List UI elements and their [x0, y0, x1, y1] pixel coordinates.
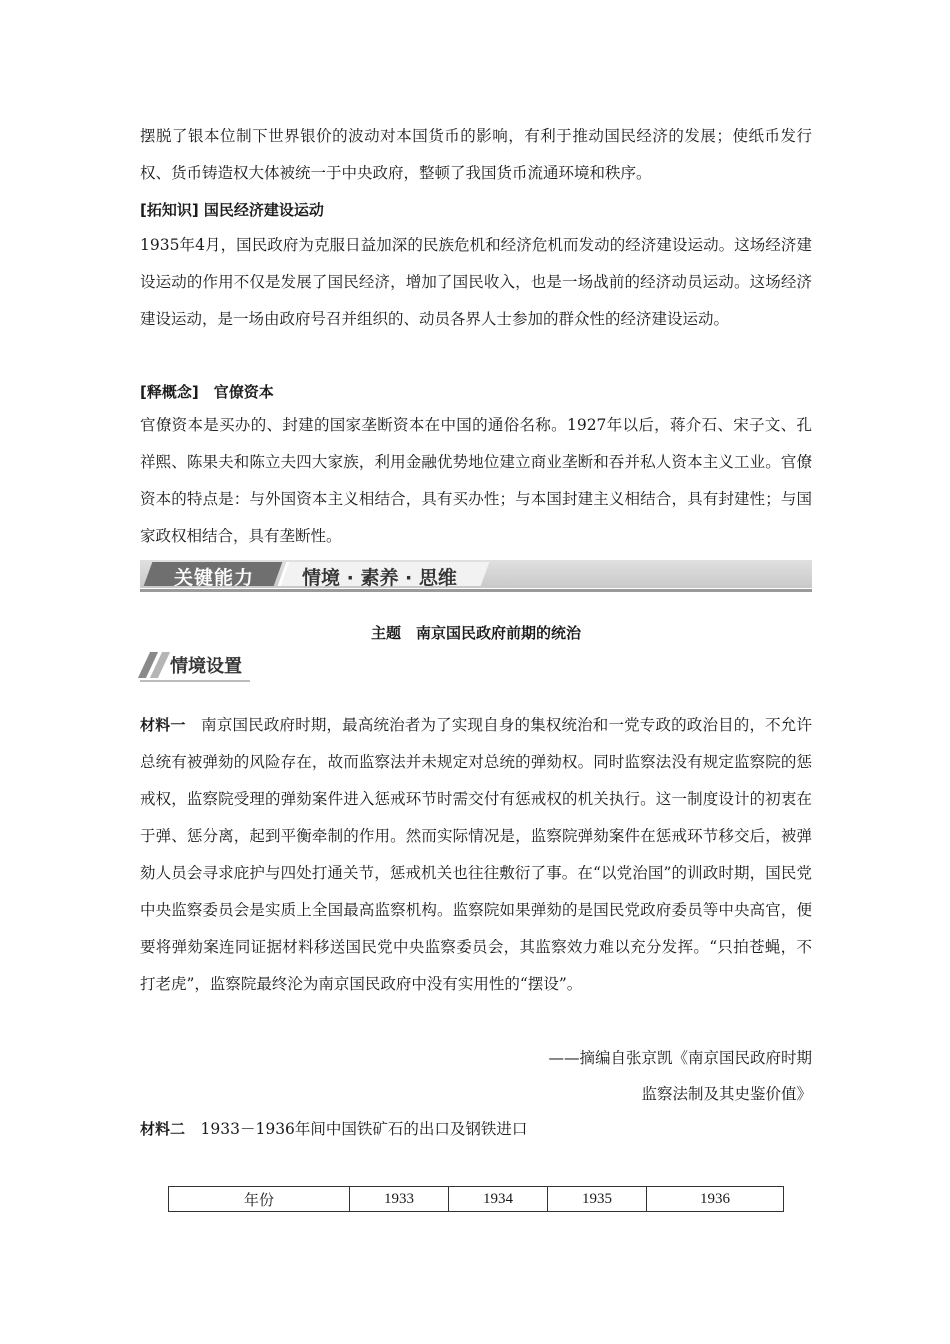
- table-header-cell: 1933: [350, 1187, 449, 1212]
- paragraph-currency-reform: 摆脱了银本位制下世界银价的波动对本国货币的影响，有利于推动国民经济的发展；使纸币发行权、货币铸造权大体被统一于中央政府，整顿了我国货币流通环境和秩序。: [140, 127, 812, 182]
- heading-expand-knowledge: [拓知识] 国民经济建设运动: [140, 201, 324, 219]
- table-header-row: [169, 1187, 784, 1212]
- material-one-source-line2: 监察法制及其史鉴价值》: [641, 1085, 812, 1103]
- topic-title: 主题 南京国民政府前期的统治: [370, 624, 581, 642]
- table-header-cell: 1936: [647, 1187, 784, 1212]
- material-one: [140, 707, 812, 1003]
- table-header-cell: 1934: [449, 1187, 548, 1212]
- material-one-label: 材料一: [140, 716, 186, 734]
- scenario-tag: [140, 650, 260, 682]
- material-two: [140, 1111, 812, 1148]
- paragraph-bureaucratic-capital: 官僚资本是买办的、封建的国家垄断资本在中国的通俗名称。1927年以后，蒋介石、宋子文、孔祥熙、陈果夫和陈立夫四大家族，利用金融优势地位建立商业垄断和吞并私人资本主义工业。官僚资本的特点是：与外国资本主义相结合，具有买办性；与本国封建主义相结合，具有封建性；与国家政权相结合，具有垄断性。: [140, 416, 812, 545]
- material-two-label: 材料二: [140, 1120, 186, 1138]
- banner-key-ability: 关键能力: [174, 567, 255, 589]
- table-header-cell: 1935: [548, 1187, 647, 1212]
- material-one-text: 南京国民政府时期，最高统治者为了实现自身的集权统治和一党专政的政治目的，不允许总统有被弹劾的风险存在，故而监察法并未规定对总统的弹劾权。同时监察法没有规定监察院的惩戒权，监察院受理的弹劾案件进入惩戒环节时需交付有惩戒权的机关执行。这一制度设计的初衷在于弹、惩分离，起到平衡牵制的作用。然而实际情况是，监察院弹劾案件在惩戒环节移交后，被弹劾人员会寻求庇护与四处打通关节，惩戒机关也往往敷衍了事。在“以党治国”的训政时期，国民党中央监察委员会是实质上全国最高监察机构。监察院如果弹劾的是国民党政府委员等中央高官，便要将弹劾案连同证据材料移送国民党中央监察委员会，其监察效力难以充分发挥。“只拍苍蝇，不打老虎”，监察院最终沦为南京国民政府中没有实用性的“摆设”。: [140, 716, 812, 993]
- section-banner: [140, 560, 812, 592]
- material-one-source-line1: ——摘编自张京凯《南京国民政府时期: [548, 1049, 812, 1067]
- table-header-cell: 年份: [169, 1187, 350, 1212]
- iron-steel-table: [168, 1186, 784, 1212]
- banner-subtitle: 情境 · 素养 · 思维: [302, 567, 457, 589]
- paragraph-economic-movement: 1935年4月，国民政府为克服日益加深的民族危机和经济危机而发动的经济建设运动。这场经济建设运动的作用不仅是发展了国民经济，增加了国民收入，也是一场战前的经济动员运动。这场经济建设运动，是一场由政府号召并组织的、动员各界人士参加的群众性的经济建设运动。: [140, 236, 812, 328]
- heading-explain-concept: [释概念] 官僚资本: [140, 383, 274, 401]
- material-two-text: 1933－1936年间中国铁矿石的出口及钢铁进口: [200, 1120, 528, 1138]
- scenario-tag-label: 情境设置: [170, 656, 242, 677]
